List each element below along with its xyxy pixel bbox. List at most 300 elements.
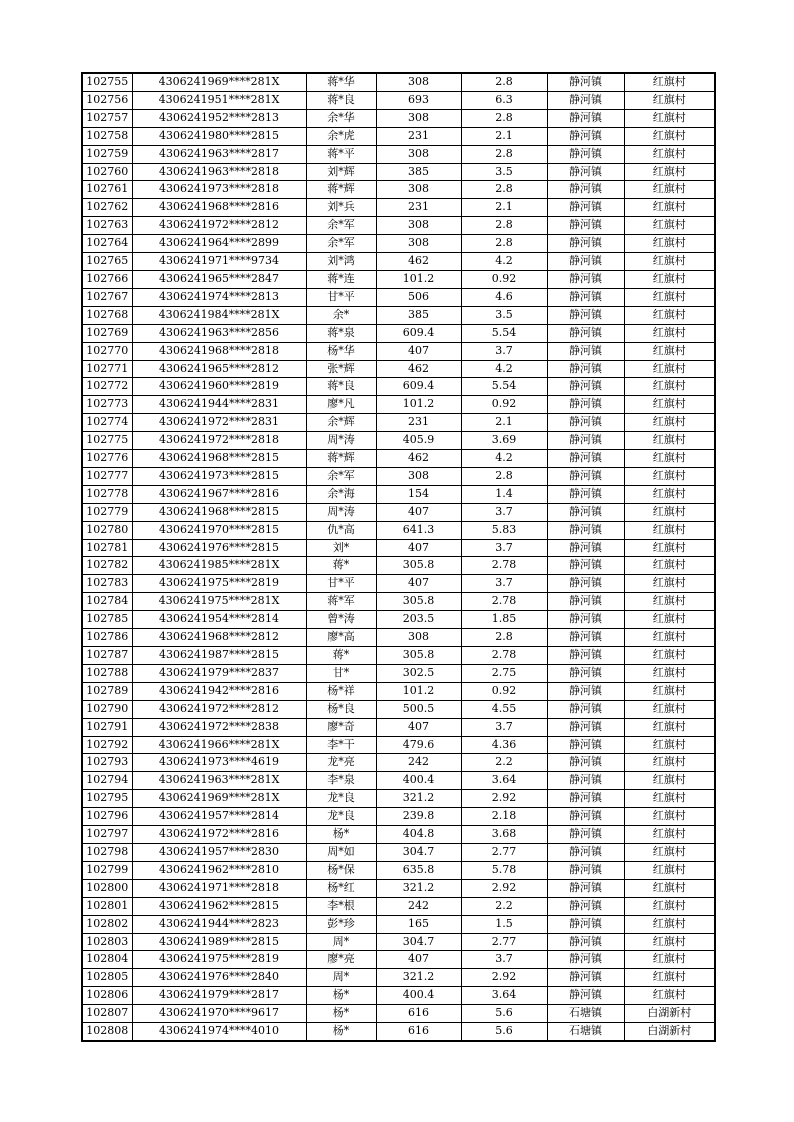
amount-cell: 101.2 xyxy=(376,270,461,288)
table-row xyxy=(82,1005,715,1023)
id-number-cell: 4306241965****2847 xyxy=(132,270,306,288)
serial-cell: 102772 xyxy=(82,378,132,396)
town-cell: 静河镇 xyxy=(547,145,624,163)
town-cell: 静河镇 xyxy=(547,450,624,468)
secondary-amount-cell: 5.78 xyxy=(461,861,547,879)
village-cell: 红旗村 xyxy=(624,199,715,217)
serial-cell: 102761 xyxy=(82,181,132,199)
serial-cell: 102768 xyxy=(82,306,132,324)
name-cell: 甘* xyxy=(306,664,376,682)
village-cell: 红旗村 xyxy=(624,324,715,342)
name-cell: 甘*平 xyxy=(306,575,376,593)
id-number-cell: 4306241968****2815 xyxy=(132,503,306,521)
id-number-cell: 4306241957****2814 xyxy=(132,808,306,826)
amount-cell: 203.5 xyxy=(376,611,461,629)
town-cell: 静河镇 xyxy=(547,682,624,700)
name-cell: 杨*保 xyxy=(306,861,376,879)
secondary-amount-cell: 3.5 xyxy=(461,306,547,324)
data-table xyxy=(81,72,716,1042)
id-number-cell: 4306241960****2819 xyxy=(132,378,306,396)
name-cell: 廖*凡 xyxy=(306,396,376,414)
secondary-amount-cell: 2.2 xyxy=(461,897,547,915)
secondary-amount-cell: 2.92 xyxy=(461,969,547,987)
town-cell: 静河镇 xyxy=(547,718,624,736)
town-cell: 静河镇 xyxy=(547,790,624,808)
village-cell: 红旗村 xyxy=(624,145,715,163)
table-row xyxy=(82,432,715,450)
table-row xyxy=(82,611,715,629)
name-cell: 杨* xyxy=(306,987,376,1005)
secondary-amount-cell: 6.3 xyxy=(461,91,547,109)
town-cell: 静河镇 xyxy=(547,485,624,503)
village-cell: 红旗村 xyxy=(624,700,715,718)
town-cell: 静河镇 xyxy=(547,199,624,217)
town-cell: 静河镇 xyxy=(547,109,624,127)
table-row xyxy=(82,539,715,557)
village-cell: 红旗村 xyxy=(624,342,715,360)
town-cell: 石塘镇 xyxy=(547,1005,624,1023)
amount-cell: 407 xyxy=(376,575,461,593)
town-cell: 静河镇 xyxy=(547,378,624,396)
serial-cell: 102777 xyxy=(82,467,132,485)
name-cell: 杨* xyxy=(306,826,376,844)
name-cell: 余*华 xyxy=(306,109,376,127)
table-row xyxy=(82,826,715,844)
id-number-cell: 4306241973****2815 xyxy=(132,467,306,485)
town-cell: 静河镇 xyxy=(547,897,624,915)
serial-cell: 102805 xyxy=(82,969,132,987)
name-cell: 刘* xyxy=(306,539,376,557)
name-cell: 杨*良 xyxy=(306,700,376,718)
serial-cell: 102776 xyxy=(82,450,132,468)
amount-cell: 154 xyxy=(376,485,461,503)
id-number-cell: 4306241985****281X xyxy=(132,557,306,575)
serial-cell: 102793 xyxy=(82,754,132,772)
table-row xyxy=(82,682,715,700)
name-cell: 杨*祥 xyxy=(306,682,376,700)
name-cell: 蒋*良 xyxy=(306,91,376,109)
town-cell: 静河镇 xyxy=(547,360,624,378)
table-row xyxy=(82,485,715,503)
town-cell: 静河镇 xyxy=(547,826,624,844)
name-cell: 李*泉 xyxy=(306,772,376,790)
name-cell: 周* xyxy=(306,969,376,987)
table-row xyxy=(82,73,715,91)
table-row xyxy=(82,378,715,396)
amount-cell: 407 xyxy=(376,951,461,969)
secondary-amount-cell: 4.36 xyxy=(461,736,547,754)
secondary-amount-cell: 3.7 xyxy=(461,718,547,736)
id-number-cell: 4306241969****281X xyxy=(132,790,306,808)
secondary-amount-cell: 0.92 xyxy=(461,270,547,288)
village-cell: 红旗村 xyxy=(624,951,715,969)
serial-cell: 102769 xyxy=(82,324,132,342)
secondary-amount-cell: 2.8 xyxy=(461,629,547,647)
serial-cell: 102774 xyxy=(82,414,132,432)
amount-cell: 101.2 xyxy=(376,682,461,700)
name-cell: 杨* xyxy=(306,1023,376,1041)
table-row xyxy=(82,629,715,647)
table-row xyxy=(82,861,715,879)
id-number-cell: 4306241979****2817 xyxy=(132,987,306,1005)
secondary-amount-cell: 2.1 xyxy=(461,199,547,217)
amount-cell: 305.8 xyxy=(376,647,461,665)
town-cell: 静河镇 xyxy=(547,700,624,718)
serial-cell: 102779 xyxy=(82,503,132,521)
town-cell: 静河镇 xyxy=(547,575,624,593)
amount-cell: 609.4 xyxy=(376,378,461,396)
id-number-cell: 4306241980****2815 xyxy=(132,127,306,145)
village-cell: 红旗村 xyxy=(624,378,715,396)
amount-cell: 407 xyxy=(376,503,461,521)
table-row xyxy=(82,450,715,468)
table-row xyxy=(82,288,715,306)
table-row xyxy=(82,843,715,861)
id-number-cell: 4306241971****2818 xyxy=(132,879,306,897)
serial-cell: 102799 xyxy=(82,861,132,879)
serial-cell: 102794 xyxy=(82,772,132,790)
village-cell: 红旗村 xyxy=(624,235,715,253)
amount-cell: 308 xyxy=(376,217,461,235)
amount-cell: 693 xyxy=(376,91,461,109)
town-cell: 静河镇 xyxy=(547,217,624,235)
serial-cell: 102792 xyxy=(82,736,132,754)
table-row xyxy=(82,790,715,808)
secondary-amount-cell: 4.2 xyxy=(461,450,547,468)
table-row xyxy=(82,145,715,163)
serial-cell: 102798 xyxy=(82,843,132,861)
amount-cell: 400.4 xyxy=(376,772,461,790)
secondary-amount-cell: 2.8 xyxy=(461,467,547,485)
town-cell: 静河镇 xyxy=(547,91,624,109)
serial-cell: 102780 xyxy=(82,521,132,539)
table-row xyxy=(82,557,715,575)
secondary-amount-cell: 4.6 xyxy=(461,288,547,306)
secondary-amount-cell: 3.7 xyxy=(461,539,547,557)
village-cell: 红旗村 xyxy=(624,611,715,629)
table-row xyxy=(82,897,715,915)
village-cell: 红旗村 xyxy=(624,808,715,826)
table-row xyxy=(82,951,715,969)
amount-cell: 308 xyxy=(376,467,461,485)
secondary-amount-cell: 0.92 xyxy=(461,682,547,700)
id-number-cell: 4306241942****2816 xyxy=(132,682,306,700)
village-cell: 红旗村 xyxy=(624,575,715,593)
id-number-cell: 4306241951****281X xyxy=(132,91,306,109)
village-cell: 红旗村 xyxy=(624,718,715,736)
secondary-amount-cell: 3.7 xyxy=(461,503,547,521)
secondary-amount-cell: 2.1 xyxy=(461,414,547,432)
name-cell: 李*根 xyxy=(306,897,376,915)
id-number-cell: 4306241972****2812 xyxy=(132,217,306,235)
amount-cell: 304.7 xyxy=(376,843,461,861)
amount-cell: 242 xyxy=(376,897,461,915)
town-cell: 静河镇 xyxy=(547,629,624,647)
serial-cell: 102800 xyxy=(82,879,132,897)
amount-cell: 239.8 xyxy=(376,808,461,826)
serial-cell: 102765 xyxy=(82,253,132,271)
id-number-cell: 4306241974****2813 xyxy=(132,288,306,306)
name-cell: 余*虎 xyxy=(306,127,376,145)
town-cell: 静河镇 xyxy=(547,414,624,432)
town-cell: 静河镇 xyxy=(547,843,624,861)
secondary-amount-cell: 2.75 xyxy=(461,664,547,682)
serial-cell: 102778 xyxy=(82,485,132,503)
secondary-amount-cell: 1.5 xyxy=(461,915,547,933)
name-cell: 刘*鸿 xyxy=(306,253,376,271)
town-cell: 静河镇 xyxy=(547,557,624,575)
village-cell: 红旗村 xyxy=(624,772,715,790)
serial-cell: 102791 xyxy=(82,718,132,736)
table-row xyxy=(82,754,715,772)
table-row xyxy=(82,199,715,217)
name-cell: 龙*亮 xyxy=(306,754,376,772)
amount-cell: 616 xyxy=(376,1023,461,1041)
name-cell: 彭*珍 xyxy=(306,915,376,933)
name-cell: 蒋*连 xyxy=(306,270,376,288)
serial-cell: 102803 xyxy=(82,933,132,951)
name-cell: 刘*兵 xyxy=(306,199,376,217)
serial-cell: 102770 xyxy=(82,342,132,360)
table-row xyxy=(82,109,715,127)
village-cell: 红旗村 xyxy=(624,503,715,521)
amount-cell: 462 xyxy=(376,360,461,378)
village-cell: 红旗村 xyxy=(624,467,715,485)
village-cell: 红旗村 xyxy=(624,861,715,879)
serial-cell: 102758 xyxy=(82,127,132,145)
table-row xyxy=(82,647,715,665)
id-number-cell: 4306241972****2838 xyxy=(132,718,306,736)
amount-cell: 308 xyxy=(376,109,461,127)
town-cell: 静河镇 xyxy=(547,808,624,826)
amount-cell: 231 xyxy=(376,199,461,217)
amount-cell: 305.8 xyxy=(376,593,461,611)
village-cell: 红旗村 xyxy=(624,754,715,772)
amount-cell: 242 xyxy=(376,754,461,772)
amount-cell: 462 xyxy=(376,450,461,468)
table-row xyxy=(82,360,715,378)
village-cell: 红旗村 xyxy=(624,73,715,91)
id-number-cell: 4306241971****9734 xyxy=(132,253,306,271)
village-cell: 红旗村 xyxy=(624,647,715,665)
name-cell: 余*军 xyxy=(306,467,376,485)
amount-cell: 308 xyxy=(376,181,461,199)
id-number-cell: 4306241970****9617 xyxy=(132,1005,306,1023)
amount-cell: 165 xyxy=(376,915,461,933)
town-cell: 静河镇 xyxy=(547,181,624,199)
secondary-amount-cell: 2.2 xyxy=(461,754,547,772)
village-cell: 白湖新村 xyxy=(624,1005,715,1023)
name-cell: 蒋*华 xyxy=(306,73,376,91)
amount-cell: 500.5 xyxy=(376,700,461,718)
name-cell: 龙*良 xyxy=(306,790,376,808)
serial-cell: 102785 xyxy=(82,611,132,629)
name-cell: 龙*良 xyxy=(306,808,376,826)
table-body xyxy=(82,73,715,1041)
village-cell: 红旗村 xyxy=(624,414,715,432)
table-row xyxy=(82,718,715,736)
village-cell: 红旗村 xyxy=(624,539,715,557)
id-number-cell: 4306241963****2817 xyxy=(132,145,306,163)
name-cell: 余*辉 xyxy=(306,414,376,432)
secondary-amount-cell: 2.77 xyxy=(461,933,547,951)
serial-cell: 102784 xyxy=(82,593,132,611)
town-cell: 静河镇 xyxy=(547,324,624,342)
serial-cell: 102783 xyxy=(82,575,132,593)
table-row xyxy=(82,969,715,987)
id-number-cell: 4306241963****2818 xyxy=(132,163,306,181)
table-row xyxy=(82,306,715,324)
amount-cell: 400.4 xyxy=(376,987,461,1005)
village-cell: 红旗村 xyxy=(624,897,715,915)
village-cell: 红旗村 xyxy=(624,288,715,306)
amount-cell: 506 xyxy=(376,288,461,306)
table-row xyxy=(82,987,715,1005)
serial-cell: 102797 xyxy=(82,826,132,844)
village-cell: 红旗村 xyxy=(624,915,715,933)
village-cell: 红旗村 xyxy=(624,270,715,288)
serial-cell: 102764 xyxy=(82,235,132,253)
secondary-amount-cell: 4.55 xyxy=(461,700,547,718)
amount-cell: 405.9 xyxy=(376,432,461,450)
secondary-amount-cell: 1.85 xyxy=(461,611,547,629)
secondary-amount-cell: 2.1 xyxy=(461,127,547,145)
amount-cell: 407 xyxy=(376,342,461,360)
id-number-cell: 4306241984****281X xyxy=(132,306,306,324)
village-cell: 白湖新村 xyxy=(624,1023,715,1041)
serial-cell: 102801 xyxy=(82,897,132,915)
table-row xyxy=(82,664,715,682)
table-row xyxy=(82,879,715,897)
serial-cell: 102759 xyxy=(82,145,132,163)
amount-cell: 304.7 xyxy=(376,933,461,951)
name-cell: 张*辉 xyxy=(306,360,376,378)
table-row xyxy=(82,933,715,951)
amount-cell: 231 xyxy=(376,127,461,145)
amount-cell: 101.2 xyxy=(376,396,461,414)
town-cell: 静河镇 xyxy=(547,127,624,145)
name-cell: 余* xyxy=(306,306,376,324)
name-cell: 杨*红 xyxy=(306,879,376,897)
table-row xyxy=(82,181,715,199)
id-number-cell: 4306241970****2815 xyxy=(132,521,306,539)
table-row xyxy=(82,593,715,611)
name-cell: 杨*华 xyxy=(306,342,376,360)
name-cell: 仇*高 xyxy=(306,521,376,539)
id-number-cell: 4306241969****281X xyxy=(132,73,306,91)
village-cell: 红旗村 xyxy=(624,127,715,145)
amount-cell: 641.3 xyxy=(376,521,461,539)
name-cell: 余*军 xyxy=(306,235,376,253)
table-row xyxy=(82,253,715,271)
serial-cell: 102790 xyxy=(82,700,132,718)
amount-cell: 404.8 xyxy=(376,826,461,844)
id-number-cell: 4306241965****2812 xyxy=(132,360,306,378)
town-cell: 静河镇 xyxy=(547,772,624,790)
town-cell: 静河镇 xyxy=(547,915,624,933)
table-row xyxy=(82,467,715,485)
name-cell: 蒋*辉 xyxy=(306,450,376,468)
name-cell: 周*涛 xyxy=(306,503,376,521)
id-number-cell: 4306241944****2831 xyxy=(132,396,306,414)
secondary-amount-cell: 3.68 xyxy=(461,826,547,844)
id-number-cell: 4306241962****2810 xyxy=(132,861,306,879)
name-cell: 曾*涛 xyxy=(306,611,376,629)
town-cell: 静河镇 xyxy=(547,987,624,1005)
id-number-cell: 4306241952****2813 xyxy=(132,109,306,127)
name-cell: 蒋*平 xyxy=(306,145,376,163)
id-number-cell: 4306241963****2856 xyxy=(132,324,306,342)
table-row xyxy=(82,324,715,342)
table-row xyxy=(82,521,715,539)
village-cell: 红旗村 xyxy=(624,360,715,378)
town-cell: 静河镇 xyxy=(547,861,624,879)
serial-cell: 102781 xyxy=(82,539,132,557)
village-cell: 红旗村 xyxy=(624,306,715,324)
village-cell: 红旗村 xyxy=(624,933,715,951)
name-cell: 蒋*辉 xyxy=(306,181,376,199)
village-cell: 红旗村 xyxy=(624,736,715,754)
amount-cell: 462 xyxy=(376,253,461,271)
village-cell: 红旗村 xyxy=(624,217,715,235)
town-cell: 静河镇 xyxy=(547,396,624,414)
name-cell: 廖*高 xyxy=(306,629,376,647)
serial-cell: 102760 xyxy=(82,163,132,181)
table-row xyxy=(82,808,715,826)
name-cell: 周* xyxy=(306,933,376,951)
table-row xyxy=(82,772,715,790)
id-number-cell: 4306241976****2815 xyxy=(132,539,306,557)
village-cell: 红旗村 xyxy=(624,790,715,808)
name-cell: 蒋* xyxy=(306,557,376,575)
id-number-cell: 4306241957****2830 xyxy=(132,843,306,861)
secondary-amount-cell: 2.8 xyxy=(461,181,547,199)
village-cell: 红旗村 xyxy=(624,521,715,539)
serial-cell: 102796 xyxy=(82,808,132,826)
amount-cell: 407 xyxy=(376,539,461,557)
name-cell: 周*涛 xyxy=(306,432,376,450)
village-cell: 红旗村 xyxy=(624,629,715,647)
table-row xyxy=(82,127,715,145)
amount-cell: 321.2 xyxy=(376,969,461,987)
table-row xyxy=(82,1023,715,1041)
village-cell: 红旗村 xyxy=(624,396,715,414)
name-cell: 杨* xyxy=(306,1005,376,1023)
name-cell: 蒋*军 xyxy=(306,593,376,611)
town-cell: 静河镇 xyxy=(547,933,624,951)
secondary-amount-cell: 5.54 xyxy=(461,324,547,342)
amount-cell: 609.4 xyxy=(376,324,461,342)
secondary-amount-cell: 2.8 xyxy=(461,217,547,235)
town-cell: 静河镇 xyxy=(547,235,624,253)
id-number-cell: 4306241987****2815 xyxy=(132,647,306,665)
secondary-amount-cell: 2.8 xyxy=(461,109,547,127)
town-cell: 静河镇 xyxy=(547,539,624,557)
table-row xyxy=(82,396,715,414)
serial-cell: 102804 xyxy=(82,951,132,969)
village-cell: 红旗村 xyxy=(624,593,715,611)
village-cell: 红旗村 xyxy=(624,450,715,468)
town-cell: 静河镇 xyxy=(547,270,624,288)
village-cell: 红旗村 xyxy=(624,485,715,503)
id-number-cell: 4306241968****2816 xyxy=(132,199,306,217)
id-number-cell: 4306241972****2816 xyxy=(132,826,306,844)
town-cell: 静河镇 xyxy=(547,593,624,611)
village-cell: 红旗村 xyxy=(624,987,715,1005)
secondary-amount-cell: 5.6 xyxy=(461,1023,547,1041)
village-cell: 红旗村 xyxy=(624,879,715,897)
secondary-amount-cell: 4.2 xyxy=(461,253,547,271)
